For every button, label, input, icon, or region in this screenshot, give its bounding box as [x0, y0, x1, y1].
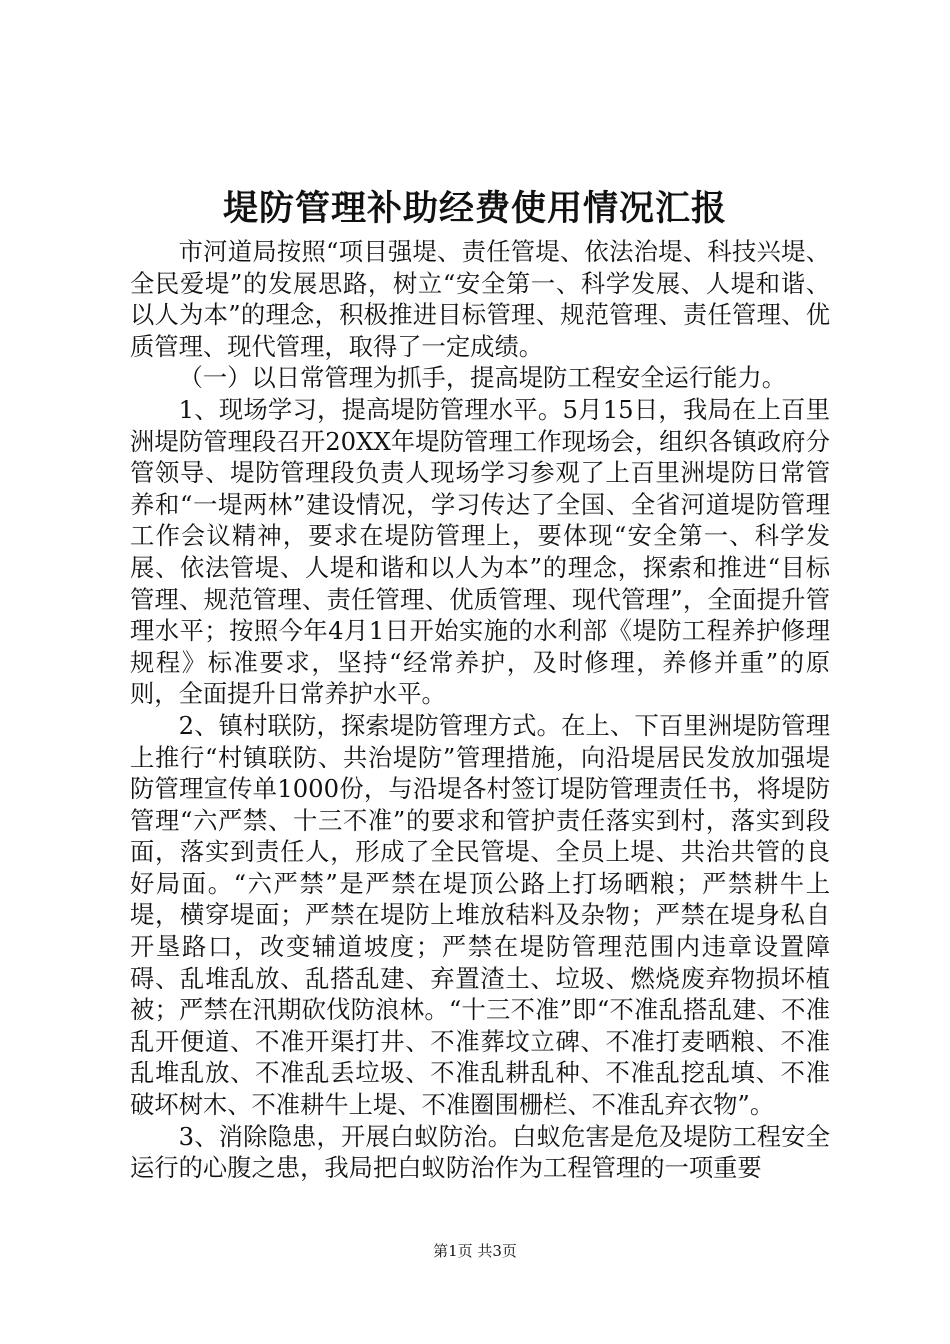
- paragraph-intro: 市河道局按照“项目强堤、责任管堤、依法治堤、科技兴堤、全民爱堤”的发展思路，树立“安全第一、科学发展、人堤和谐、以人为本”的理念，积极推进目标管理、规范管理、责任管理、优质管理、现代管理，取得了一定成绩。: [130, 237, 830, 361]
- section-heading: （一）以日常管理为抓手，提高堤防工程安全运行能力。: [178, 363, 787, 393]
- paragraph-item-1: 1、现场学习，提高堤防管理水平。5月15日，我局在上百里洲堤防管理段召开20XX年堤防管理工作现场会，组织各镇政府分管领导、堤防管理段负责人现场学习参观了上百里洲堤防日常管养和“一堤两林”建设情况，学习传达了全国、全省河道堤防管理工作会议精神，要求在堤防管理上，要体现“安全第一、科学发展、依法管堤、人堤和谐和以人为本”的理念，探索和推进“目标管理、规范管理、责任管理、优质管理、现代管理”，全面提升管理水平；按照今年4月1日开始实施的水利部《堤防工程养护修理规程》标准要求，坚持“经常养护，及时修理，养修并重”的原则，全面提升日常养护水平。: [130, 394, 830, 709]
- document-body: [130, 236, 830, 1184]
- page-number-footer: 第1页 共3页: [433, 1242, 517, 1260]
- paragraph-item-2: 2、镇村联防，探索堤防管理方式。在上、下百里洲堤防管理上推行“村镇联防、共治堤防”管理措施，向沿堤居民发放加强堤防管理宣传单1000份，与沿堤各村签订堤防管理责任书，将堤防管理“六严禁、十三不准”的要求和管护责任落实到村，落实到段面，落实到责任人，形成了全民管堤、全员上堤、共治共管的良好局面。“六严禁”是严禁在堤顶公路上打场晒粮；严禁耕牛上堤，横穿堤面；严禁在堤防上堆放秸料及杂物；严禁在堤身私自开垦路口，改变辅道坡度；严禁在堤防管理范围内违章设置障碍、乱堆乱放、乱搭乱建、弃置渣土、垃圾、燃烧废弃物损坏植被；严禁在汛期砍伐防浪林。“十三不准”即“不准乱搭乱建、不准乱开便道、不准开渠打井、不准葬坟立碑、不准打麦晒粮、不准乱堆乱放、不准乱丢垃圾、不准乱耕乱种、不准乱挖乱填、不准破坏树木、不准耕牛上堤、不准圈围栅栏、不准乱弃衣物”。: [130, 710, 830, 1120]
- page-title: 堤防管理补助经费使用情况汇报: [222, 188, 727, 229]
- paragraph-item-3: 3、消除隐患，开展白蚁防治。白蚁危害是危及堤防工程安全运行的心腹之患，我局把白蚁防治作为工程管理的一项重要: [130, 1121, 830, 1183]
